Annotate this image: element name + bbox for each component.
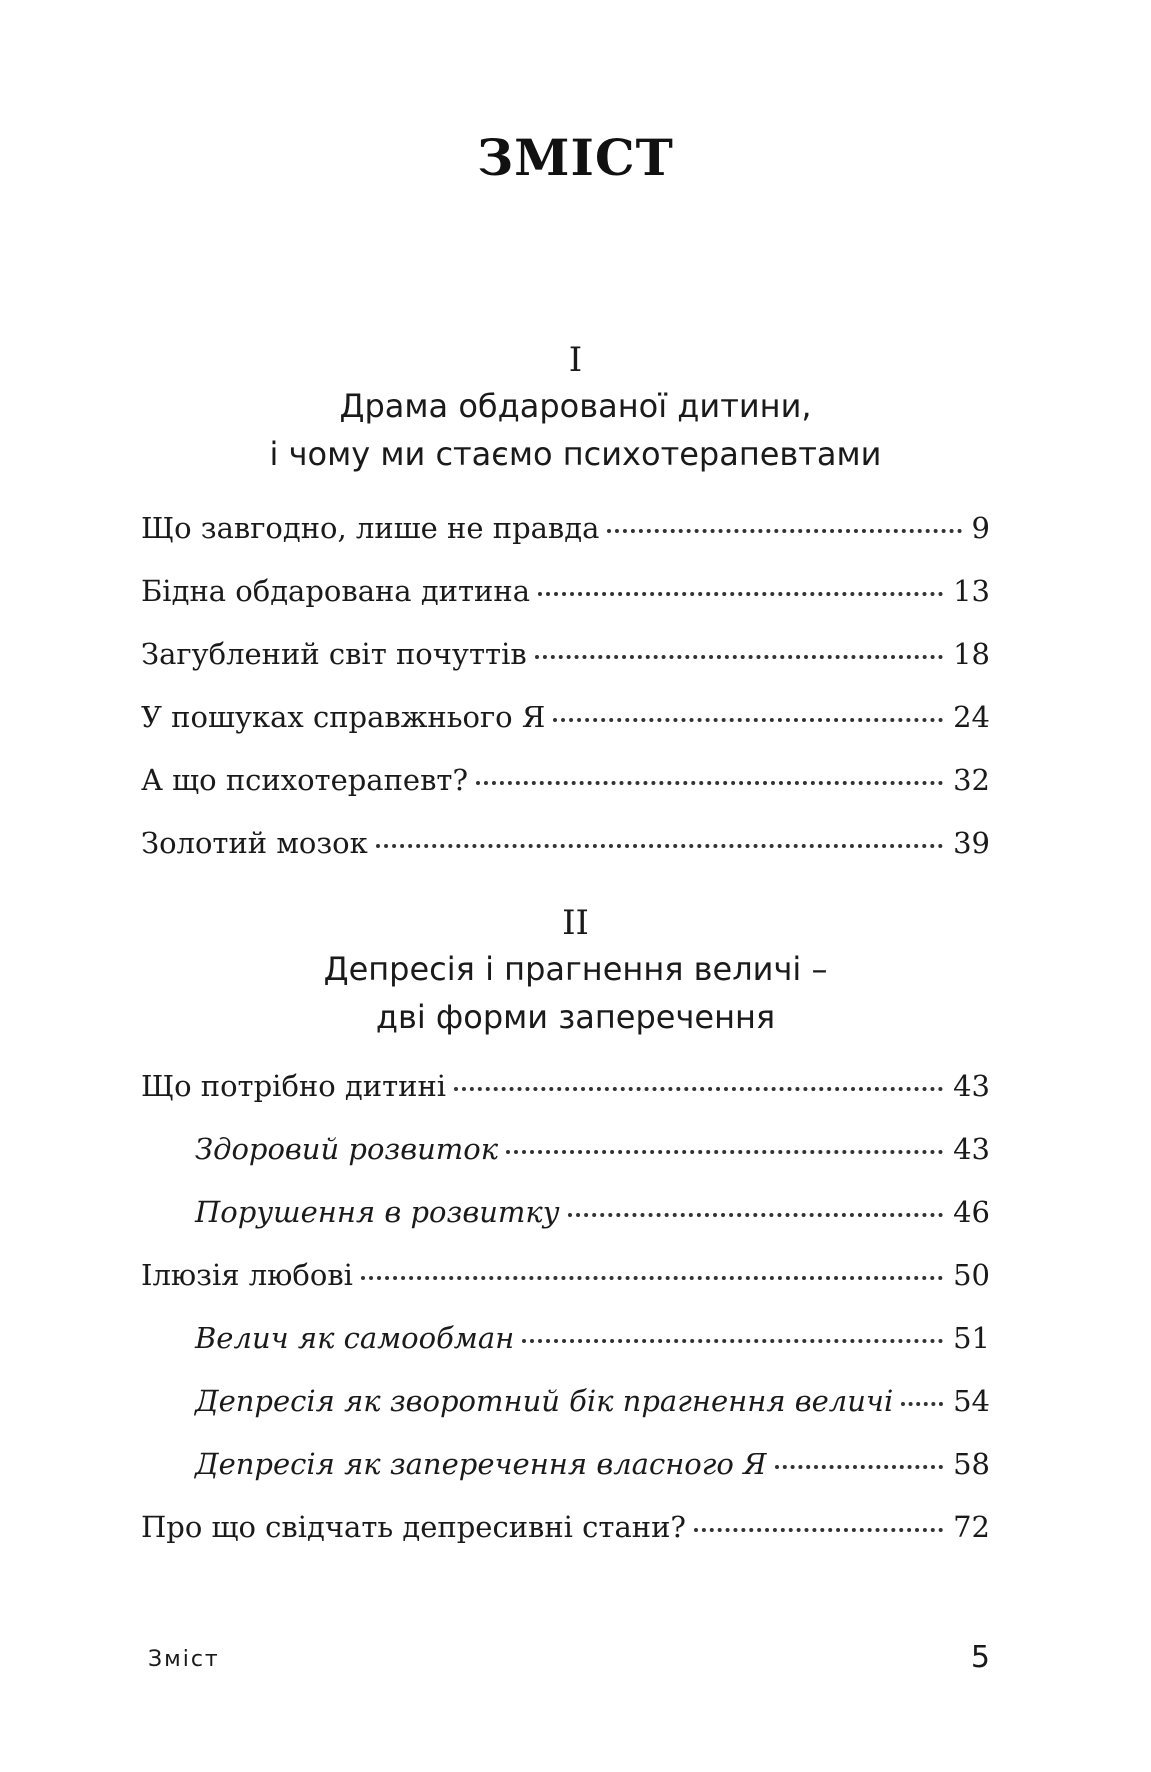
toc-entry-page: 72 [953, 1510, 990, 1544]
toc-subentry[interactable] [141, 1370, 990, 1433]
toc-entry[interactable] [141, 1244, 990, 1307]
page-title: ЗМІСТ [477, 128, 674, 187]
toc-entry-title: Золотий мозок [141, 826, 368, 860]
toc-entry-title: У пошуках справжнього Я [141, 700, 546, 734]
toc-subentry[interactable] [141, 1181, 990, 1244]
toc-entry[interactable] [141, 812, 990, 875]
toc-entry-page: 46 [953, 1195, 990, 1229]
toc-entry-title: Що потрібно дитині [141, 1069, 447, 1103]
toc-subentry[interactable] [141, 1433, 990, 1496]
toc-entry-title: Що завгодно, лише не правда [141, 511, 600, 545]
dot-leader [535, 655, 943, 659]
toc-entry[interactable] [141, 623, 990, 686]
toc-entry[interactable] [141, 749, 990, 812]
section-numeral: II [562, 903, 589, 943]
toc-subentry[interactable] [141, 1118, 990, 1181]
toc-entry-page: 54 [953, 1384, 990, 1418]
toc-entry-title: Загублений світ почуттів [141, 637, 527, 671]
toc-entry-page: 9 [971, 511, 990, 545]
dot-leader [361, 1276, 943, 1280]
toc-entry-page: 13 [953, 574, 990, 608]
page-number: 5 [970, 1640, 990, 1675]
dot-leader [553, 718, 943, 722]
toc-entry-title: Велич як самообман [195, 1321, 515, 1355]
dot-leader [376, 844, 943, 848]
toc-entry-title: Бідна обдарована дитина [141, 574, 530, 608]
running-footer: Зміст [148, 1647, 220, 1672]
toc-entry-title: Порушення в розвитку [195, 1195, 560, 1229]
toc-entry[interactable] [141, 560, 990, 623]
toc-entry-page: 51 [953, 1321, 990, 1355]
toc-entry-page: 43 [953, 1069, 990, 1103]
section-title-line: Драма обдарованої дитини, [339, 387, 812, 425]
section-title-line: і чому ми стаємо психотерапевтами [269, 435, 882, 473]
toc-list-section-1 [141, 497, 990, 875]
section-heading-2 [0, 901, 1151, 1041]
section-title-line: Депресія і прагнення величі – [323, 950, 828, 988]
toc-entry-page: 43 [953, 1132, 990, 1166]
dot-leader [775, 1465, 944, 1469]
dot-leader [607, 529, 961, 533]
section-title-line: дві форми заперечення [375, 998, 776, 1036]
toc-entry-title: Ілюзія любові [141, 1258, 353, 1292]
toc-list-section-2 [141, 1055, 990, 1559]
toc-entry-page: 32 [953, 763, 990, 797]
dot-leader [901, 1402, 943, 1406]
toc-entry-page: 24 [953, 700, 990, 734]
toc-entry-title: А що психотерапевт? [141, 763, 469, 797]
toc-entry-page: 39 [953, 826, 990, 860]
dot-leader [568, 1213, 944, 1217]
dot-leader [694, 1528, 943, 1532]
dot-leader [454, 1087, 943, 1091]
toc-subentry[interactable] [141, 1307, 990, 1370]
toc-entry[interactable] [141, 1055, 990, 1118]
dot-leader [522, 1339, 943, 1343]
toc-entry[interactable] [141, 497, 990, 560]
toc-entry-title: Про що свідчать депресивні стани? [141, 1510, 686, 1544]
section-numeral: I [568, 340, 583, 380]
toc-entry-title: Депресія як заперечення власного Я [195, 1447, 767, 1481]
dot-leader [506, 1150, 943, 1154]
toc-entry[interactable] [141, 1496, 990, 1559]
dot-leader [476, 781, 943, 785]
dot-leader [538, 592, 943, 596]
toc-entry-page: 50 [953, 1258, 990, 1292]
toc-entry-page: 18 [953, 637, 990, 671]
toc-entry-title: Здоровий розвиток [195, 1132, 499, 1166]
toc-entry[interactable] [141, 686, 990, 749]
toc-entry-page: 58 [953, 1447, 990, 1481]
toc-entry-title: Депресія як зворотний бік прагнення величі [195, 1384, 894, 1418]
section-heading-1 [0, 338, 1151, 478]
